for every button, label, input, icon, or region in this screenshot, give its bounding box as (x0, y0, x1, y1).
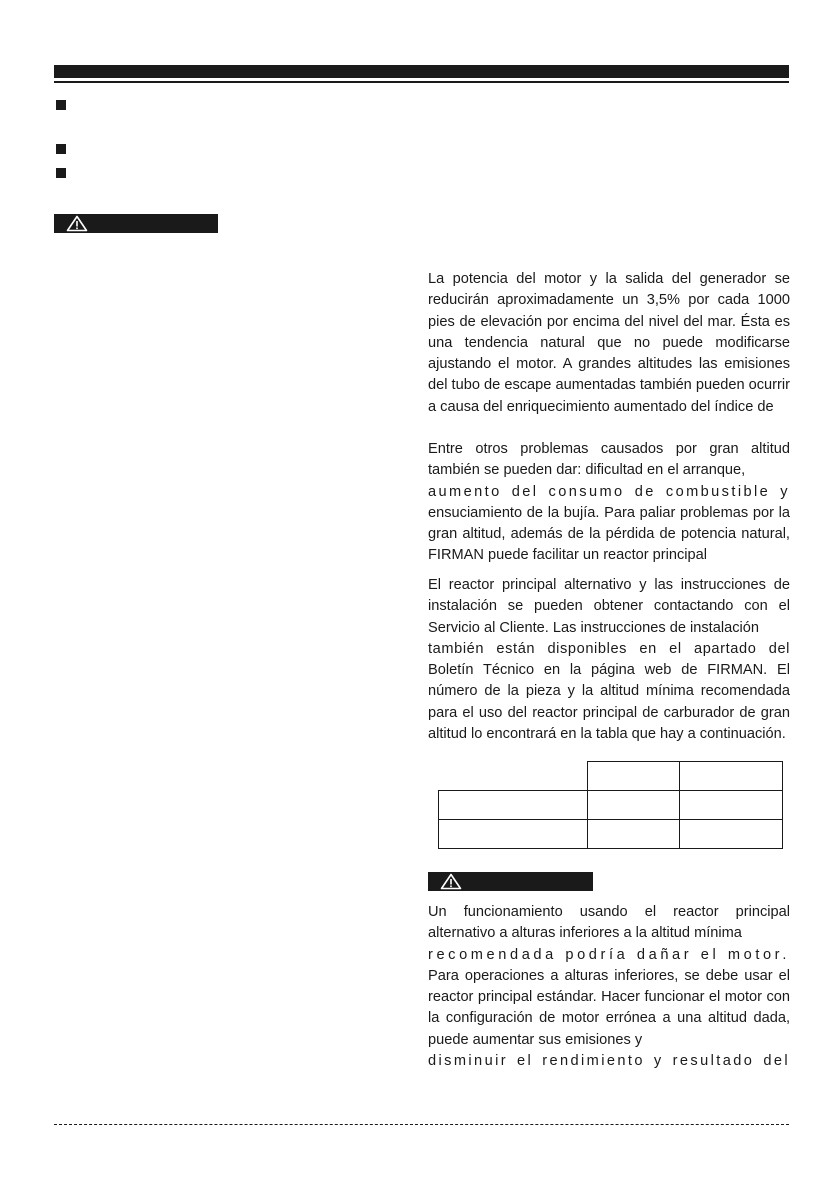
paragraph-reactor-2: también están disponibles en el apartado del (428, 640, 790, 657)
footer-dashed-rule (54, 1124, 789, 1125)
altitude-part-table (438, 761, 783, 849)
section-altitude-problems (428, 439, 790, 567)
paragraph-problems-1: Entre otros problemas causados por gran altitud también se pueden dar: dificultad en el arranque, (428, 441, 790, 479)
table-cell (588, 791, 680, 820)
section-reactor-instructions (428, 575, 790, 745)
table-cell (588, 762, 680, 791)
section-altitude-power (428, 269, 790, 418)
paragraph-warning-3: Para operaciones a alturas inferiores, se debe usar el reactor principal estándar. Hacer funcionar el motor con la configuración de motor errónea a una altitud dada, puede aumentar sus emisiones y (428, 967, 790, 1048)
paragraph-problems-2: aumento del consumo de combustible y (428, 483, 790, 500)
paragraph-power-reduction: La potencia del motor y la salida del generador se reducirán aproximadamente un 3,5% por cada 1000 pies de elevación por encima del nivel del mar. Ésta es una tendencia natural que no puede modificarse ajustando el motor. A grandes altitudes las emisiones del tubo de escape aumentadas también pueden ocurrir a causa del enriquecimiento aumentado del índice de (428, 271, 790, 415)
paragraph-reactor-1: El reactor principal alternativo y las instrucciones de instalación se pueden obtener contactando con el Servicio al Cliente. Las instrucciones de instalación (428, 577, 790, 636)
table-cell (588, 820, 680, 849)
table-row (439, 820, 783, 849)
bullet-square-2 (56, 144, 66, 154)
table-row (439, 791, 783, 820)
table-cell (439, 762, 588, 791)
table-cell (680, 791, 783, 820)
header-bar (54, 65, 789, 78)
paragraph-warning-2: recomendada podría dañar el motor. (428, 946, 790, 963)
paragraph-problems-3: ensuciamiento de la bujía. Para paliar problemas por la gran altitud, además de la pérdida de potencia natural, FIRMAN puede facilitar un reactor principal (428, 504, 790, 564)
table-cell (680, 820, 783, 849)
table-cell (439, 820, 588, 849)
warning-banner-top (54, 214, 218, 233)
warning-banner-bottom (428, 872, 593, 891)
table-cell (439, 791, 588, 820)
section-warning-text (428, 902, 790, 1072)
paragraph-warning-1: Un funcionamiento usando el reactor principal alternativo a alturas inferiores a la altitud mínima (428, 904, 790, 942)
header-rule (54, 81, 789, 83)
warning-triangle-icon (440, 873, 462, 890)
table-row (439, 762, 783, 791)
bullet-square-3 (56, 168, 66, 178)
warning-triangle-icon (66, 215, 88, 232)
paragraph-reactor-3: Boletín Técnico en la página web de FIRMAN. El número de la pieza y la altitud mínima recomendada para el uso del reactor principal de carburador de gran altitud lo encontrará en la tabla que hay a continuación. (428, 662, 790, 743)
paragraph-warning-4: disminuir el rendimiento y resultado del (428, 1053, 790, 1070)
table-cell (680, 762, 783, 791)
bullet-square-1 (56, 100, 66, 110)
